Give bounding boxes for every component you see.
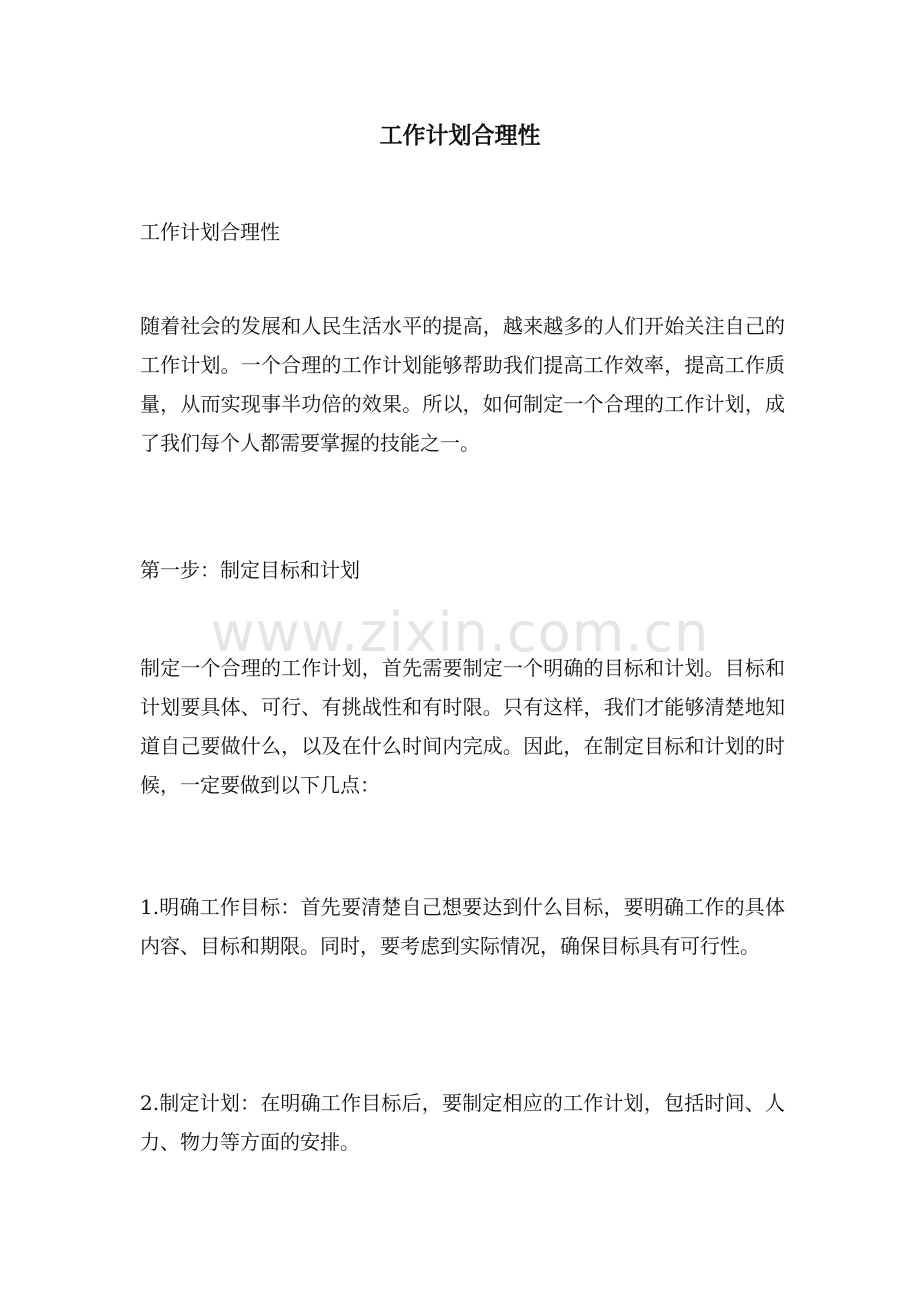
point-2-paragraph: 2.制定计划：在明确工作目标后，要制定相应的工作计划，包括时间、人力、物力等方面的安排。 [140,1091,785,1154]
watermark: www.zixin.com.cn [210,601,710,664]
step1-heading: 第一步：制定目标和计划 [140,558,360,582]
intro-paragraph: 随着社会的发展和人民生活水平的提高，越来越多的人们开始关注自己的工作计划。一个合理的工作计划能够帮助我们提高工作效率，提高工作质量，从而实现事半功倍的效果。所以，如何制定一个合理的工作计划，成了我们每个人都需要掌握的技能之一。 [140,314,785,455]
document-title: 工作计划合理性 [379,123,541,149]
step1-paragraph: 制定一个合理的工作计划，首先需要制定一个明确的目标和计划。目标和计划要具体、可行、有挑战性和有时限。只有这样，我们才能够清楚地知道自己要做什么，以及在什么时间内完成。因此，在制定目标和计划的时候，一定要做到以下几点： [140,656,785,797]
document-subtitle: 工作计划合理性 [140,220,280,244]
point-1-paragraph: 1.明确工作目标：首先要清楚自己想要达到什么目标，要明确工作的具体内容、目标和期限。同时，要考虑到实际情况，确保目标具有可行性。 [140,895,785,958]
